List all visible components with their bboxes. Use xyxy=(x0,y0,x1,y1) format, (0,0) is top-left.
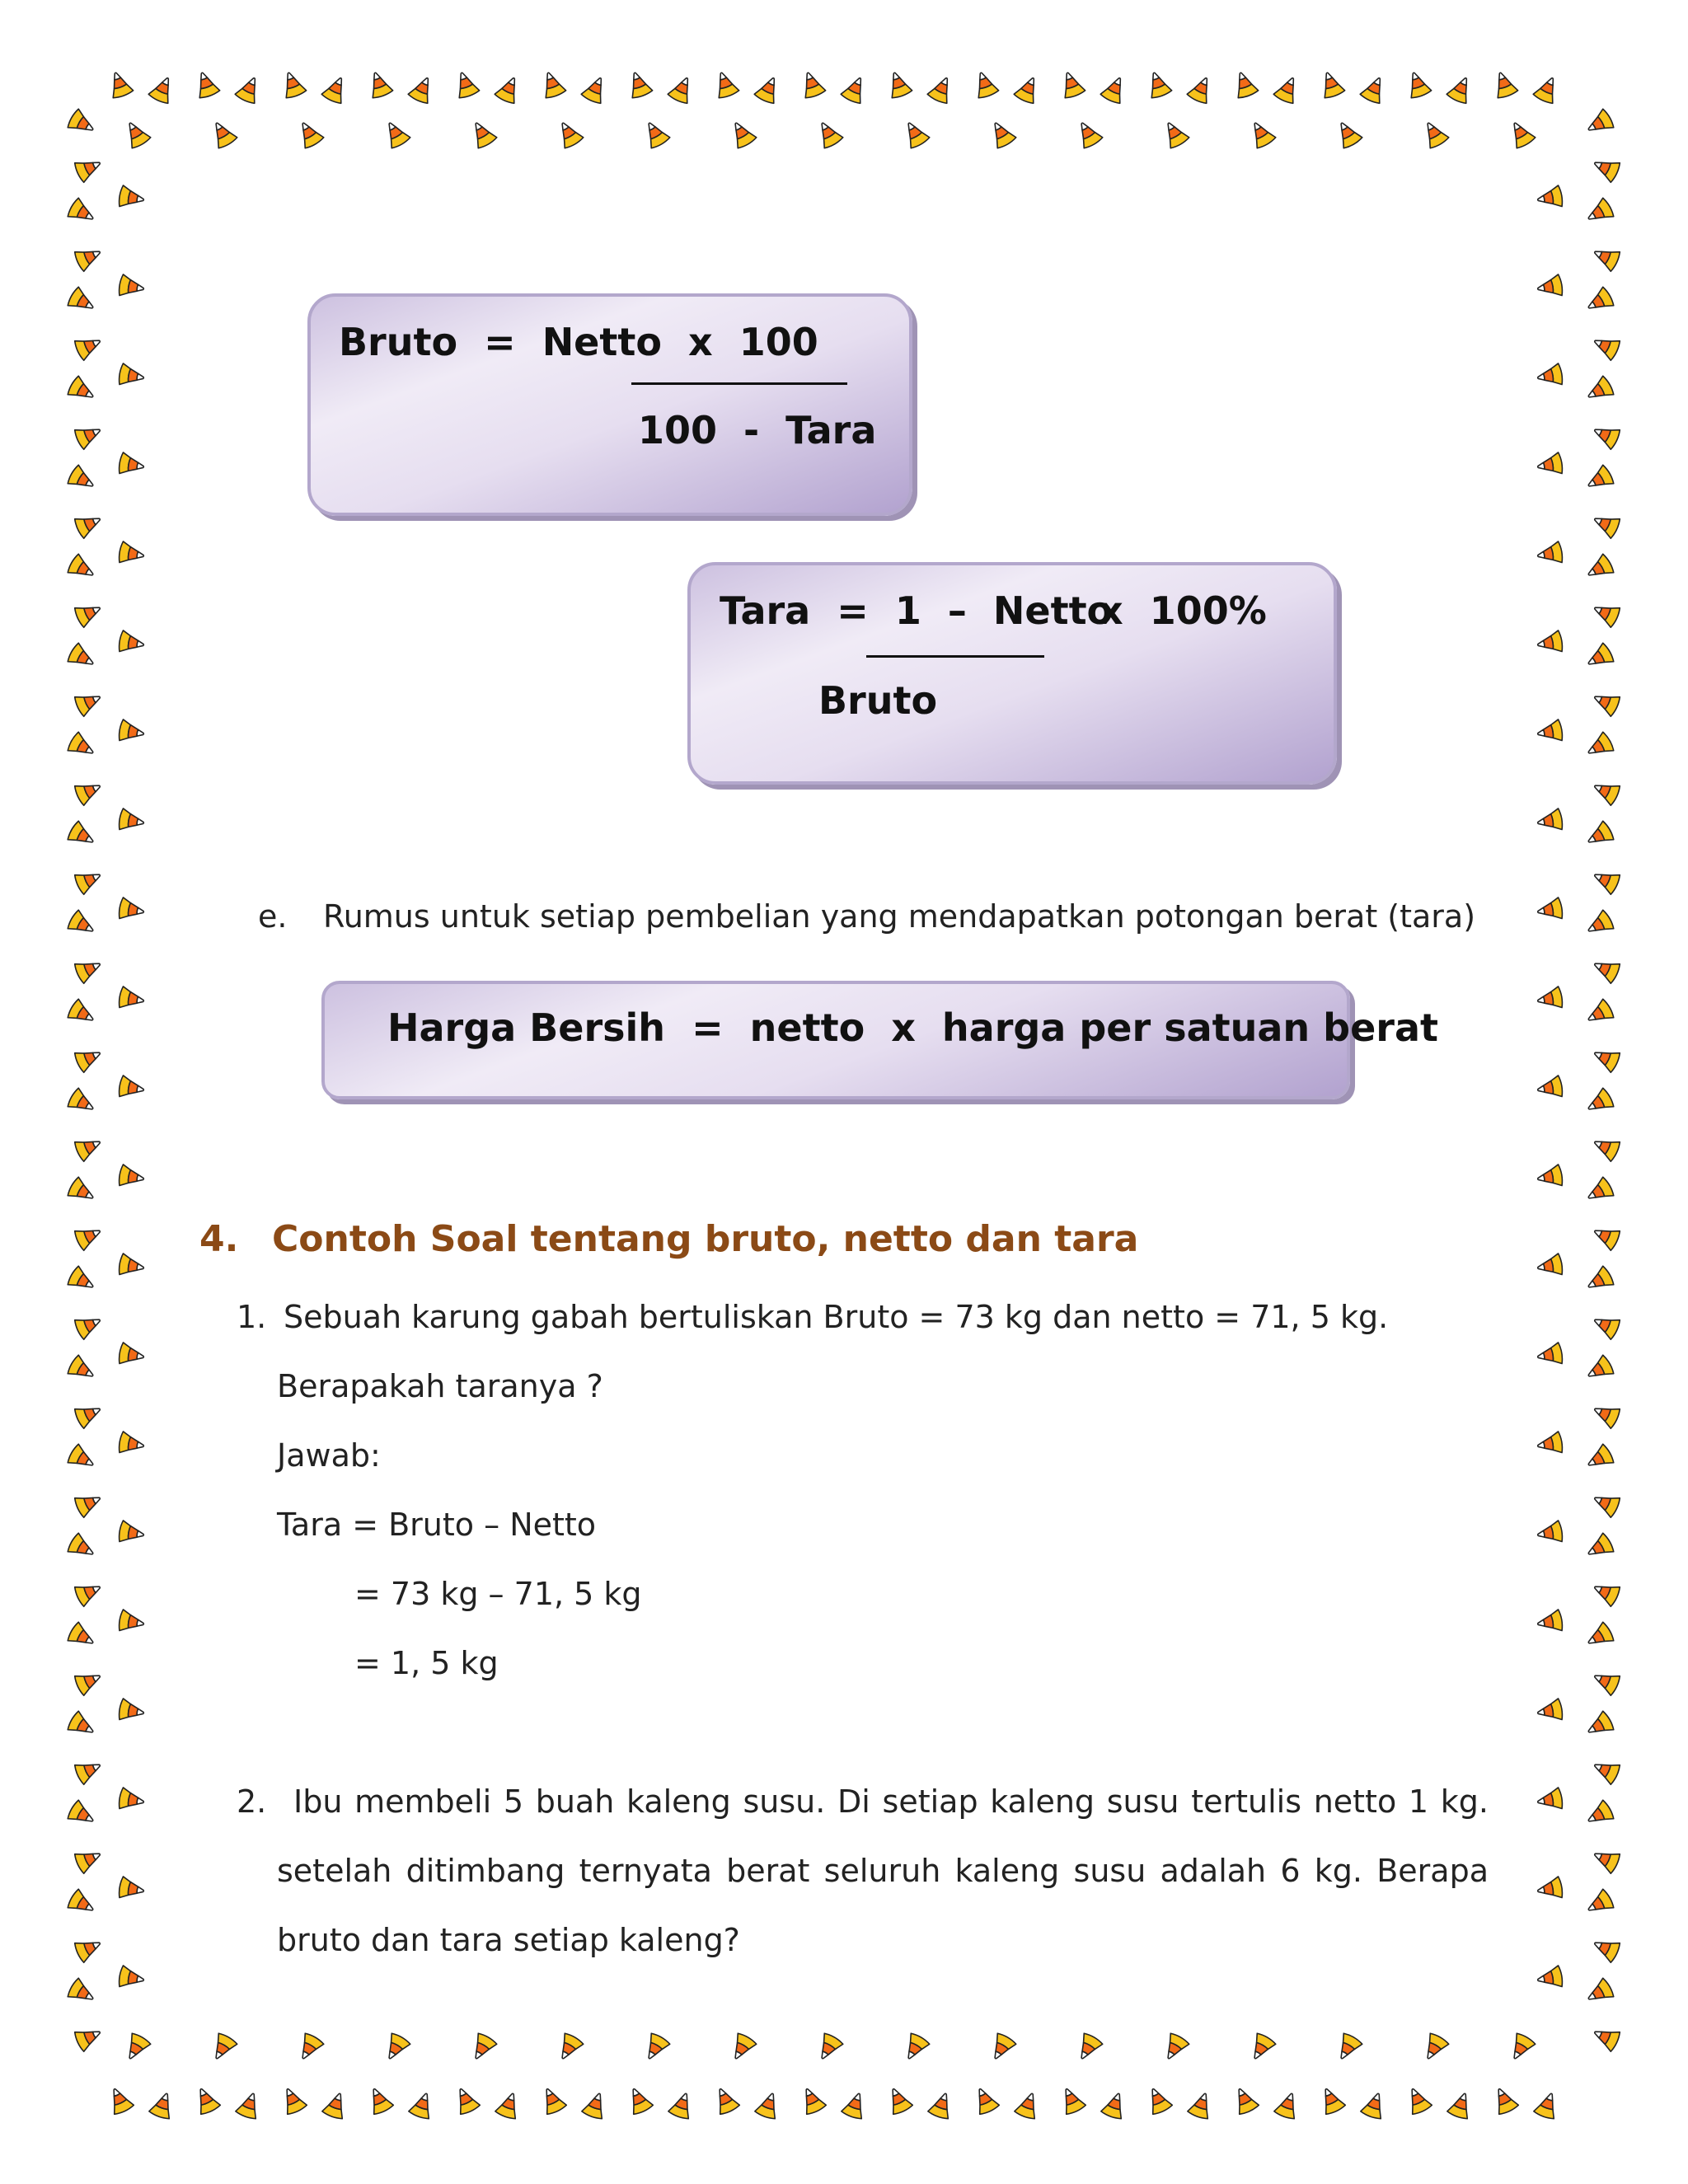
candy-corn-icon xyxy=(118,1432,146,1457)
candy-corn-icon xyxy=(1013,73,1043,105)
candy-corn-icon xyxy=(971,69,1000,100)
candy-corn-icon xyxy=(1230,2084,1259,2116)
candy-corn-icon xyxy=(1536,541,1564,567)
candy-corn-icon xyxy=(1144,69,1173,100)
candy-corn-icon xyxy=(1590,1043,1621,1073)
candy-corn-icon xyxy=(1317,69,1346,100)
candy-corn-icon xyxy=(1532,73,1562,105)
candy-corn-icon xyxy=(1447,2090,1475,2121)
candy-corn-icon xyxy=(1590,1132,1621,1162)
candy-corn-icon xyxy=(1187,2090,1216,2121)
candy-corn-icon xyxy=(1590,776,1621,806)
candy-corn-icon xyxy=(1590,2022,1621,2052)
candy-corn-icon xyxy=(118,1076,146,1101)
candy-corn-icon xyxy=(73,1221,105,1251)
candy-corn-icon xyxy=(1590,1488,1621,1518)
candy-corn-icon xyxy=(1100,2090,1129,2121)
candy-corn-icon xyxy=(553,2032,584,2064)
q1-number: 1. xyxy=(237,1299,267,1335)
candy-corn-icon xyxy=(1583,1710,1615,1741)
q2-line3: bruto dan tara setiap kaleng? xyxy=(277,1922,740,1958)
candy-corn-icon xyxy=(1159,2032,1189,2064)
candy-corn-icon xyxy=(234,73,264,105)
candy-corn-icon xyxy=(1583,1532,1615,1563)
candy-corn-icon xyxy=(118,1521,146,1546)
candy-corn-icon xyxy=(1583,1799,1615,1830)
candy-corn-icon xyxy=(753,73,783,105)
candy-corn-icon xyxy=(67,375,99,405)
candy-corn-icon xyxy=(1583,1354,1615,1385)
candy-corn-icon xyxy=(105,2084,134,2116)
candy-corn-icon xyxy=(67,553,99,583)
candy-corn-icon xyxy=(1332,118,1362,150)
bruto-fraction-line xyxy=(631,382,847,385)
candy-corn-icon xyxy=(279,69,307,100)
candy-corn-icon xyxy=(1100,73,1129,105)
candy-corn-icon xyxy=(1590,598,1621,628)
candy-corn-icon xyxy=(67,1087,99,1118)
candy-corn-icon xyxy=(1057,69,1086,100)
q1-line2: Berapakah taranya ? xyxy=(277,1368,603,1404)
candy-corn-icon xyxy=(451,2084,481,2116)
candy-corn-icon xyxy=(207,2032,237,2064)
tara-formula-numerator: Tara = 1 – Netto xyxy=(720,588,1114,633)
candy-corn-icon xyxy=(1583,553,1615,583)
candy-corn-icon xyxy=(118,363,146,389)
candy-corn-icon xyxy=(726,118,757,150)
candy-corn-icon xyxy=(1583,1265,1615,1296)
tara-formula-denominator: Bruto xyxy=(818,678,938,723)
candy-corn-icon xyxy=(1590,242,1621,272)
candy-corn-icon xyxy=(321,73,350,105)
candy-corn-icon xyxy=(1316,2084,1346,2116)
candy-corn-icon xyxy=(1505,118,1536,150)
candy-corn-icon xyxy=(624,2084,654,2116)
candy-corn-icon xyxy=(1590,1844,1621,1874)
candy-corn-icon xyxy=(1590,153,1621,183)
candy-corn-icon xyxy=(1590,509,1621,539)
candy-corn-icon xyxy=(73,1577,105,1607)
candy-corn-icon xyxy=(1583,731,1615,762)
candy-corn-icon xyxy=(67,1354,99,1385)
section-title: Contoh Soal tentang bruto, netto dan tara xyxy=(272,1218,1139,1260)
candy-corn-icon xyxy=(1583,1087,1615,1118)
candy-corn-icon xyxy=(1583,375,1615,405)
candy-corn-icon xyxy=(1536,1343,1564,1368)
candy-corn-icon xyxy=(1583,1443,1615,1474)
candy-corn-icon xyxy=(1490,69,1519,100)
candy-corn-icon xyxy=(73,1132,105,1162)
candy-corn-icon xyxy=(118,1343,146,1368)
candy-corn-icon xyxy=(537,2084,567,2116)
candy-corn-icon xyxy=(191,2084,221,2116)
candy-corn-icon xyxy=(67,1443,99,1474)
candy-corn-icon xyxy=(1536,630,1564,656)
candy-corn-icon xyxy=(106,69,134,100)
bruto-formula-denominator: 100 - Tara xyxy=(638,408,877,452)
candy-corn-icon xyxy=(581,2090,610,2121)
candy-corn-icon xyxy=(1186,73,1216,105)
candy-corn-icon xyxy=(813,2032,843,2064)
candy-corn-icon xyxy=(841,2090,870,2121)
candy-corn-icon xyxy=(207,118,237,150)
candy-corn-icon xyxy=(73,1755,105,1785)
candy-corn-icon xyxy=(1590,865,1621,895)
candy-corn-icon xyxy=(884,69,913,100)
candy-corn-icon xyxy=(1590,1577,1621,1607)
candy-corn-icon xyxy=(67,1176,99,1207)
candy-corn-icon xyxy=(1536,898,1564,923)
candy-corn-icon xyxy=(899,2032,930,2064)
candy-corn-icon xyxy=(1404,69,1432,100)
candy-corn-icon xyxy=(1245,2032,1276,2064)
candy-corn-icon xyxy=(899,118,930,150)
candy-corn-icon xyxy=(118,1165,146,1190)
candy-corn-icon xyxy=(495,2090,523,2121)
candy-corn-icon xyxy=(67,731,99,762)
candy-corn-icon xyxy=(118,541,146,567)
candy-corn-icon xyxy=(1446,73,1475,105)
candy-corn-icon xyxy=(1536,987,1564,1012)
candy-corn-icon xyxy=(1418,2032,1449,2064)
candy-corn-icon xyxy=(73,1399,105,1429)
candy-corn-icon xyxy=(67,197,99,227)
candy-corn-icon xyxy=(710,2084,740,2116)
candy-corn-icon xyxy=(840,73,870,105)
item-e-marker: e. xyxy=(258,898,288,935)
candy-corn-icon xyxy=(67,1621,99,1652)
candy-corn-icon xyxy=(1536,1254,1564,1279)
candy-corn-icon xyxy=(1536,363,1564,389)
candy-corn-icon xyxy=(1536,185,1564,211)
candy-corn-icon xyxy=(67,1977,99,2008)
candy-corn-icon xyxy=(1505,2032,1536,2064)
candy-corn-icon xyxy=(1583,108,1615,138)
candy-corn-icon xyxy=(118,1788,146,1813)
candy-corn-icon xyxy=(1159,118,1189,150)
candy-corn-icon xyxy=(813,118,843,150)
candy-corn-icon xyxy=(1583,909,1615,940)
candy-corn-icon xyxy=(726,2032,757,2064)
candy-corn-icon xyxy=(1590,954,1621,984)
harga-formula-text: Harga Bersih = netto x harga per satuan berat xyxy=(387,1005,1438,1050)
candy-corn-icon xyxy=(553,118,584,150)
candy-corn-icon xyxy=(1583,1977,1615,2008)
candy-corn-icon xyxy=(1536,274,1564,300)
candy-corn-icon xyxy=(1590,1666,1621,1696)
q2-line1: Ibu membeli 5 buah kaleng susu. Di setiap kaleng susu tertulis netto 1 kg. xyxy=(293,1783,1489,1820)
candy-corn-icon xyxy=(67,286,99,316)
section-number: 4. xyxy=(199,1218,239,1260)
candy-corn-icon xyxy=(986,118,1016,150)
candy-corn-icon xyxy=(67,1532,99,1563)
candy-corn-icon xyxy=(73,1043,105,1073)
candy-corn-icon xyxy=(118,1699,146,1724)
candy-corn-icon xyxy=(1590,1933,1621,1963)
item-e-text: Rumus untuk setiap pembelian yang mendapatkan potongan berat (tara) xyxy=(323,898,1476,935)
candy-corn-icon xyxy=(1590,331,1621,361)
candy-corn-icon xyxy=(640,118,670,150)
candy-corn-icon xyxy=(365,69,394,100)
candy-corn-icon xyxy=(467,2032,497,2064)
candy-corn-icon xyxy=(67,998,99,1029)
candy-corn-icon xyxy=(1536,1788,1564,1813)
candy-corn-icon xyxy=(884,2084,913,2116)
candy-corn-icon xyxy=(927,2090,956,2121)
candy-corn-icon xyxy=(118,1877,146,1902)
candy-corn-icon xyxy=(926,73,956,105)
candy-corn-icon xyxy=(192,69,221,100)
candy-corn-icon xyxy=(625,69,654,100)
candy-corn-icon xyxy=(380,2032,410,2064)
candy-corn-icon xyxy=(364,2084,394,2116)
candy-corn-icon xyxy=(1359,73,1389,105)
candy-corn-icon xyxy=(667,73,696,105)
candy-corn-icon xyxy=(73,242,105,272)
candy-corn-icon xyxy=(1536,1165,1564,1190)
candy-corn-icon xyxy=(970,2084,1000,2116)
bruto-formula-numerator: Bruto = Netto x 100 xyxy=(339,320,818,364)
candy-corn-icon xyxy=(1536,452,1564,478)
candy-corn-icon xyxy=(67,108,99,138)
candy-corn-icon xyxy=(73,331,105,361)
candy-corn-icon xyxy=(1583,642,1615,673)
candy-corn-icon xyxy=(73,687,105,717)
candy-corn-icon xyxy=(467,118,497,150)
candy-corn-icon xyxy=(73,1310,105,1340)
candy-corn-icon xyxy=(118,1966,146,1991)
candy-corn-icon xyxy=(73,1844,105,1874)
candy-corn-icon xyxy=(1583,197,1615,227)
candy-corn-icon xyxy=(1536,1432,1564,1457)
candy-corn-icon xyxy=(67,1888,99,1919)
candy-corn-icon xyxy=(1332,2032,1362,2064)
candy-corn-icon xyxy=(1590,687,1621,717)
candy-corn-icon xyxy=(1403,2084,1432,2116)
candy-corn-icon xyxy=(73,598,105,628)
candy-corn-icon xyxy=(67,820,99,851)
candy-corn-icon xyxy=(1072,118,1103,150)
candy-corn-icon xyxy=(754,2090,783,2121)
candy-corn-icon xyxy=(380,118,410,150)
candy-corn-icon xyxy=(1536,1966,1564,1991)
candy-corn-icon xyxy=(986,2032,1016,2064)
candy-corn-icon xyxy=(580,73,610,105)
candy-corn-icon xyxy=(1536,1610,1564,1635)
candy-corn-icon xyxy=(1583,1888,1615,1919)
candy-corn-icon xyxy=(73,1933,105,1963)
candy-corn-icon xyxy=(67,1265,99,1296)
candy-corn-icon xyxy=(1536,1699,1564,1724)
candy-corn-icon xyxy=(798,69,827,100)
candy-corn-icon xyxy=(118,185,146,211)
candy-corn-icon xyxy=(73,509,105,539)
candy-corn-icon xyxy=(118,719,146,745)
candy-corn-icon xyxy=(148,2090,177,2121)
candy-corn-icon xyxy=(67,1710,99,1741)
candy-corn-icon xyxy=(1536,719,1564,745)
q1-jawab: Jawab: xyxy=(277,1437,381,1474)
candy-corn-icon xyxy=(1418,118,1449,150)
candy-corn-icon xyxy=(120,118,151,150)
candy-corn-icon xyxy=(73,1666,105,1696)
candy-corn-icon xyxy=(1583,1621,1615,1652)
candy-corn-icon xyxy=(797,2084,827,2116)
candy-corn-icon xyxy=(1536,1076,1564,1101)
candy-corn-icon xyxy=(118,1610,146,1635)
candy-corn-icon xyxy=(407,73,437,105)
candy-corn-icon xyxy=(1360,2090,1389,2121)
candy-corn-icon xyxy=(73,954,105,984)
candy-corn-icon xyxy=(1583,464,1615,494)
candy-corn-icon xyxy=(1536,808,1564,834)
candy-corn-icon xyxy=(321,2090,350,2121)
candy-corn-icon xyxy=(67,642,99,673)
candy-corn-icon xyxy=(1273,2090,1302,2121)
candy-corn-icon xyxy=(73,2022,105,2052)
candy-corn-icon xyxy=(1273,73,1302,105)
candy-corn-icon xyxy=(118,987,146,1012)
tara-fraction-line xyxy=(866,655,1044,658)
candy-corn-icon xyxy=(118,630,146,656)
candy-corn-icon xyxy=(1536,1877,1564,1902)
candy-corn-icon xyxy=(1583,820,1615,851)
candy-corn-icon xyxy=(118,898,146,923)
candy-corn-icon xyxy=(73,420,105,450)
candy-corn-icon xyxy=(1245,118,1276,150)
candy-corn-icon xyxy=(711,69,740,100)
candy-corn-icon xyxy=(1533,2090,1562,2121)
candy-corn-icon xyxy=(73,776,105,806)
candy-corn-icon xyxy=(1014,2090,1043,2121)
candy-corn-icon xyxy=(148,73,177,105)
candy-corn-icon xyxy=(1590,1221,1621,1251)
candy-corn-icon xyxy=(538,69,567,100)
q2-number: 2. xyxy=(237,1783,267,1820)
candy-corn-icon xyxy=(118,274,146,300)
candy-corn-icon xyxy=(118,452,146,478)
candy-corn-icon xyxy=(73,153,105,183)
candy-corn-icon xyxy=(73,865,105,895)
candy-corn-icon xyxy=(1072,2032,1103,2064)
candy-corn-icon xyxy=(1057,2084,1086,2116)
candy-corn-icon xyxy=(1231,69,1259,100)
candy-corn-icon xyxy=(1583,286,1615,316)
candy-corn-icon xyxy=(668,2090,696,2121)
candy-corn-icon xyxy=(118,808,146,834)
candy-corn-icon xyxy=(293,2032,324,2064)
q1-step1: Tara = Bruto – Netto xyxy=(277,1507,597,1543)
candy-corn-icon xyxy=(1536,1521,1564,1546)
candy-corn-icon xyxy=(293,118,324,150)
candy-corn-icon xyxy=(640,2032,670,2064)
candy-corn-icon xyxy=(118,1254,146,1279)
candy-corn-icon xyxy=(494,73,523,105)
candy-corn-icon xyxy=(408,2090,437,2121)
candy-corn-icon xyxy=(1590,1399,1621,1429)
candy-corn-icon xyxy=(1590,1755,1621,1785)
tara-formula-multiplier: x 100% xyxy=(1099,588,1267,633)
candy-corn-icon xyxy=(67,1799,99,1830)
candy-corn-icon xyxy=(120,2032,151,2064)
q1-line1: Sebuah karung gabah bertuliskan Bruto = 73 kg dan netto = 71, 5 kg. xyxy=(284,1299,1389,1335)
q1-step2: = 73 kg – 71, 5 kg xyxy=(354,1576,642,1612)
candy-corn-icon xyxy=(1590,420,1621,450)
q2-line2: setelah ditimbang ternyata berat seluruh kaleng susu adalah 6 kg. Berapa xyxy=(277,1853,1489,1889)
candy-corn-icon xyxy=(235,2090,264,2121)
candy-corn-icon xyxy=(67,909,99,940)
candy-corn-icon xyxy=(73,1488,105,1518)
candy-corn-icon xyxy=(1489,2084,1519,2116)
candy-corn-icon xyxy=(67,464,99,494)
q1-step3: = 1, 5 kg xyxy=(354,1645,499,1681)
candy-corn-icon xyxy=(1583,1176,1615,1207)
candy-corn-icon xyxy=(278,2084,307,2116)
candy-corn-icon xyxy=(452,69,481,100)
candy-corn-icon xyxy=(1143,2084,1173,2116)
candy-corn-icon xyxy=(1590,1310,1621,1340)
candy-corn-icon xyxy=(1583,998,1615,1029)
